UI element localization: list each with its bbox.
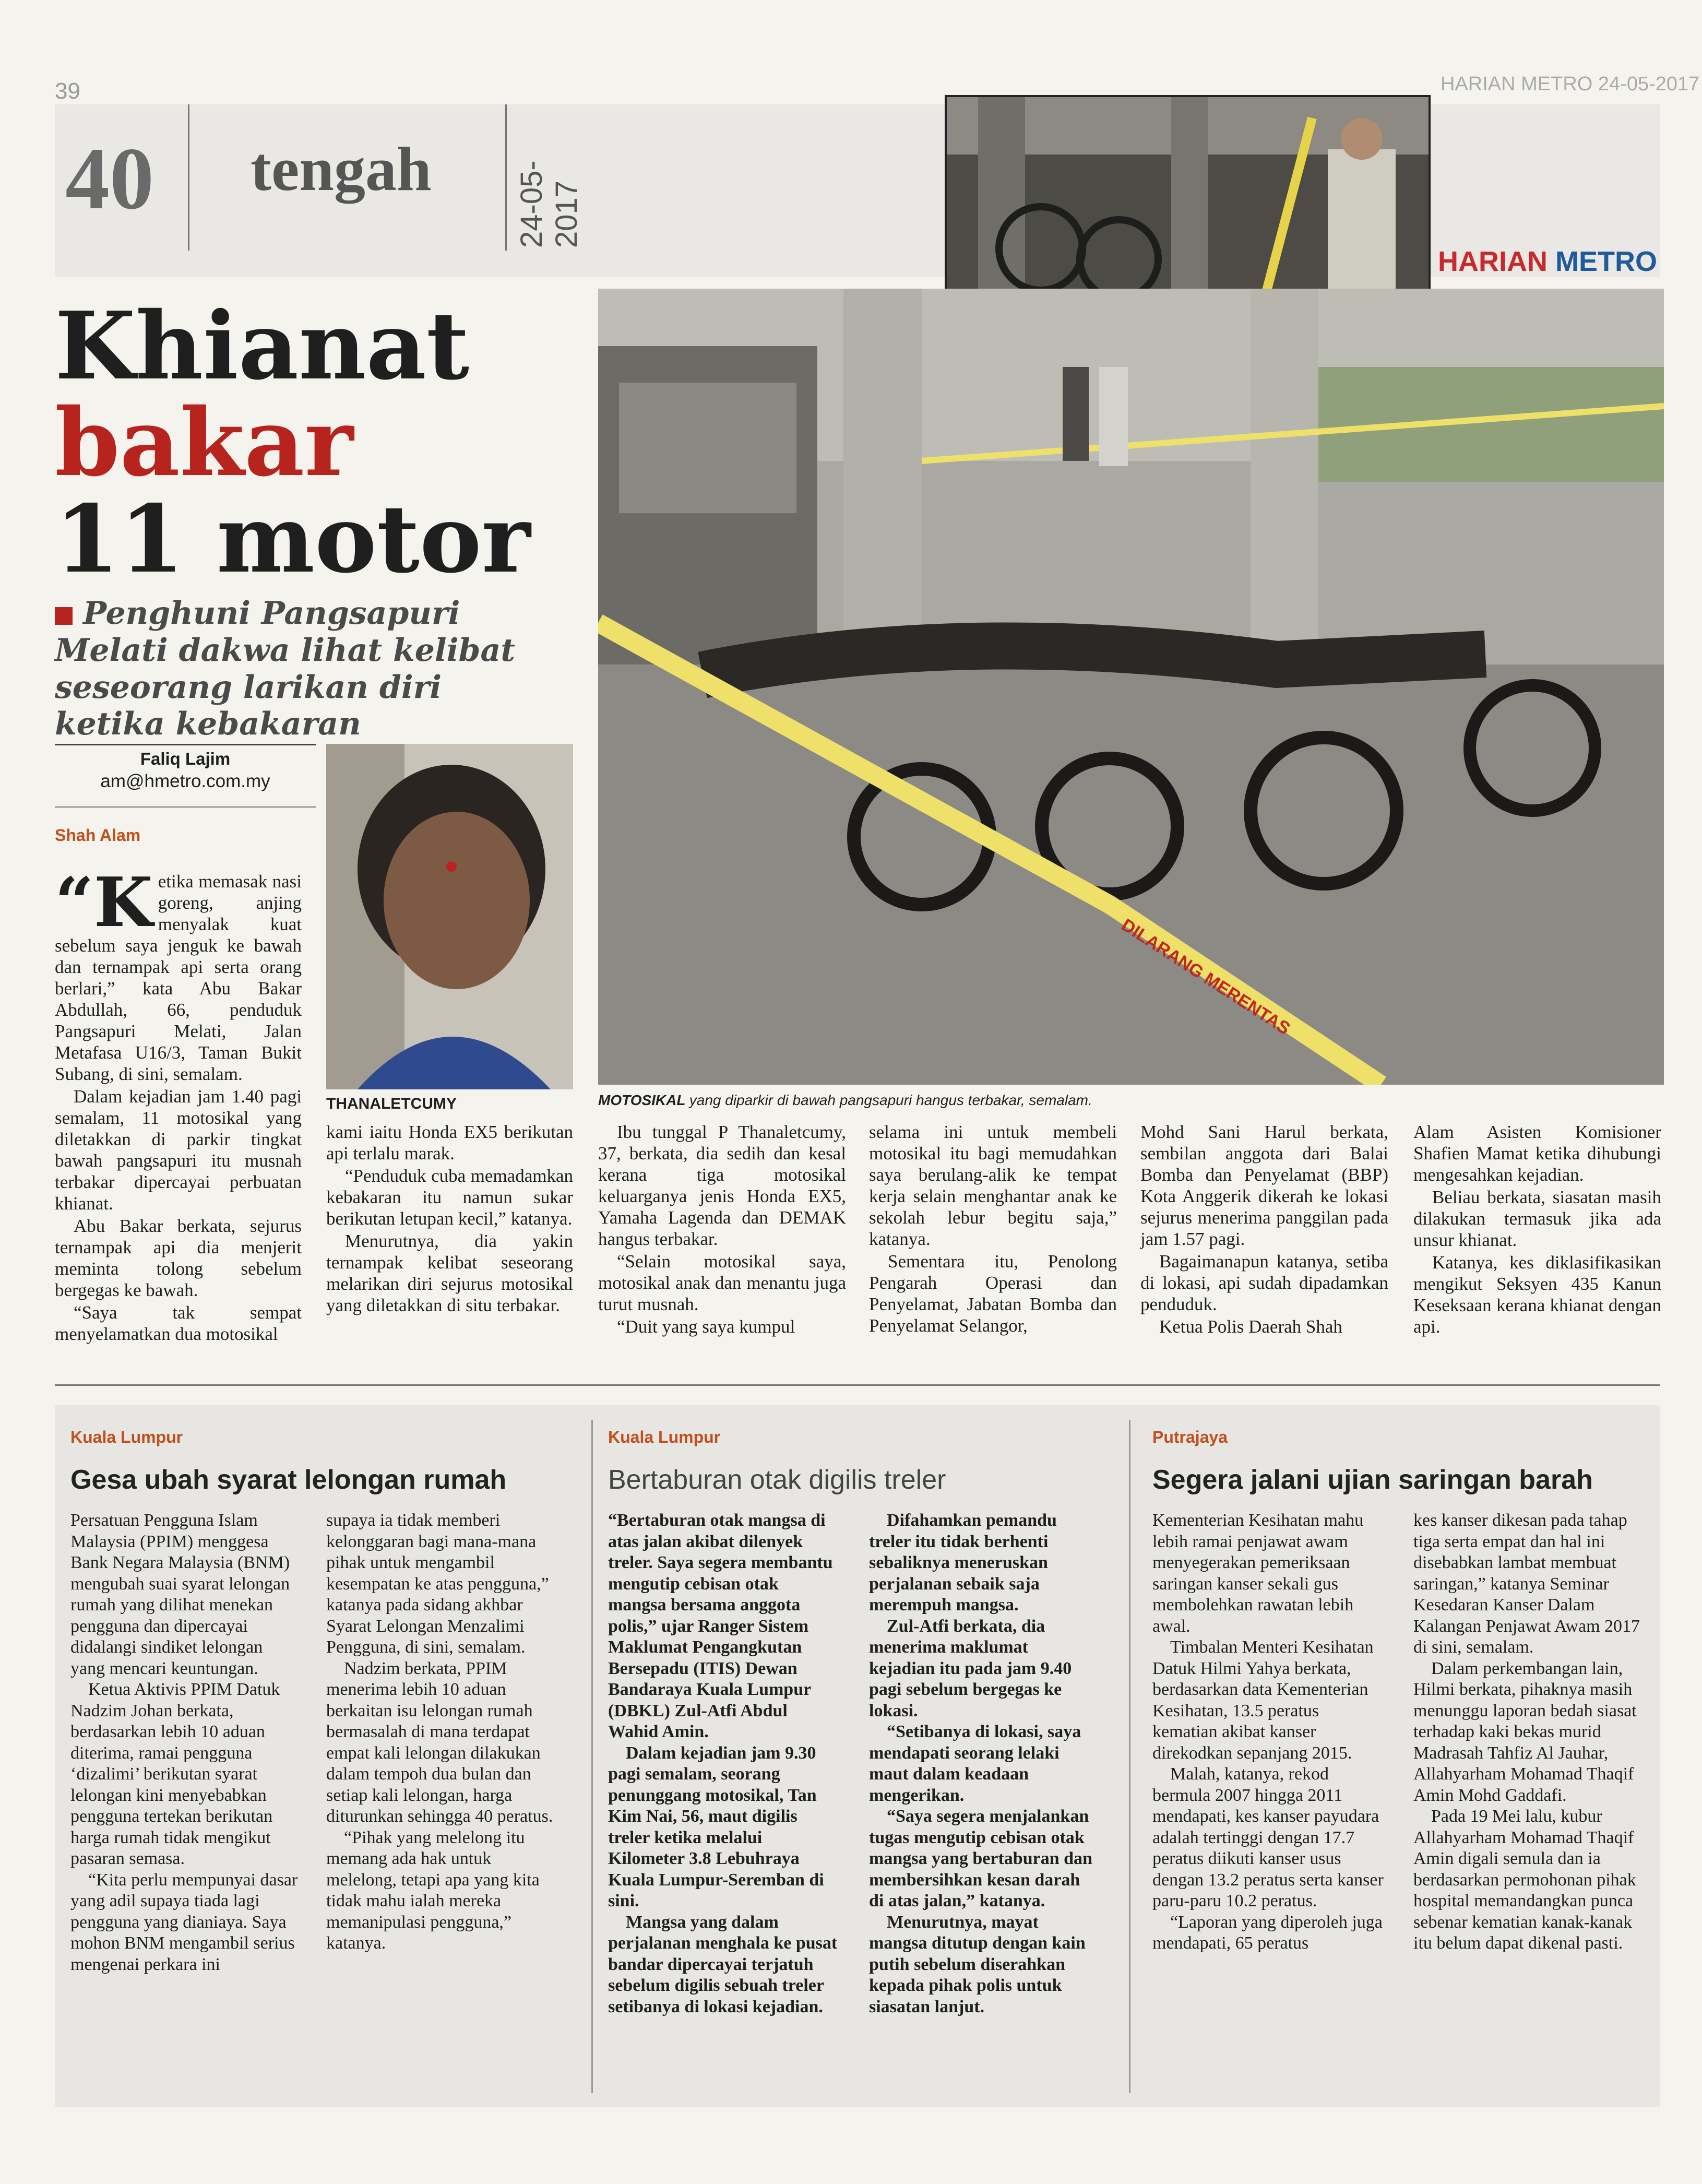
byline-rule: [55, 744, 316, 745]
paragraph: Katanya, kes diklasifikasikan mengikut Seksyen 435 Kanun Keseksaan kerana khianat dengan api.: [1413, 1252, 1661, 1337]
paragraph: etika memasak nasi goreng, anjing menyalak kuat sebelum saya jenguk ke bawah dan ternampak api serta orang berlari,” kata Abu Bakar Abdullah, 66, penduduk Pangsapuri Melati, Jalan Metafasa U16/3, Taman Bukit Subang, di sini, semalam.: [55, 871, 302, 1084]
caption-text: yang diparkir di bawah pangsapuri hangus terbakar, semalam.: [689, 1092, 1092, 1108]
column-divider: [591, 1420, 593, 2093]
main-headline: [55, 291, 531, 594]
paragraph: Bagaimanapun katanya, setiba di lokasi, api sudah dipadamkan penduduk.: [1140, 1251, 1388, 1314]
brand-part: METRO: [1555, 246, 1658, 277]
paragraph: Zul-Atfi berkata, dia menerima maklumat kejadian itu pada jam 9.40 pagi sebelum bergegas ke lokasi.: [869, 1616, 1072, 1720]
author-name: Faliq Lajim: [140, 749, 231, 768]
paragraph: Mangsa yang dalam perjalanan menghala ke pusat bandar dipercayai terjatuh sebelum digilis sebuah treler setibanya di lokasi kejadian.: [608, 1912, 838, 2016]
headline-line: 11 motor: [55, 484, 531, 594]
lead-column-4: [869, 1121, 1117, 1337]
lead-column-2: [326, 1121, 573, 1317]
author-email[interactable]: am@hmetro.com.my: [100, 771, 270, 791]
paragraph: selama ini untuk membeli motosikal itu bagi memudahkan saya berulang-alik ke tempat kerja selain menghantar anak ke sekolah lebur begitu saja,” katanya.: [869, 1122, 1117, 1249]
main-photo-art: [598, 289, 1664, 1085]
lead-column-5: [1140, 1121, 1388, 1338]
paragraph: Dalam kejadian jam 1.40 pagi semalam, 11 motosikal yang diletakkan di parkir tingkat bawah pangsapuri itu musnah terbakar dipercayai perbuatan khianat.: [55, 1086, 302, 1214]
portrait-photo: [326, 744, 573, 1089]
paragraph: Alam Asisten Komisioner Shafien Mamat ketika dihubungi mengesahkan kejadian.: [1413, 1122, 1661, 1185]
bullet-square-icon: [55, 607, 73, 625]
caption-lead: MOTOSIKAL: [598, 1092, 685, 1108]
drop-cap: “K: [55, 862, 153, 942]
paragraph: Sementara itu, Penolong Pengarah Operasi dan Penyelamat, Jabatan Bomba dan Penyelamat Selangor,: [869, 1251, 1117, 1336]
column-divider: [1129, 1420, 1130, 2093]
page-number: 40: [65, 129, 154, 228]
header-divider: [505, 104, 507, 251]
main-photo-caption: [598, 1092, 1664, 1109]
section-divider: [55, 1384, 1660, 1386]
deck-text: Penghuni Pangsapuri Melati dakwa lihat kelibat seseorang larikan diri ketika kebakaran: [55, 595, 516, 743]
byline-rule: [55, 806, 316, 808]
brand-logo: [1438, 245, 1657, 278]
paragraph: “Setibanya di lokasi, saya mendapati seorang lelaki maut dalam keadaan mengerikan.: [869, 1722, 1081, 1805]
dateline: Putrajaya: [1152, 1428, 1228, 1446]
paragraph: Persatuan Pengguna Islam Malaysia (PPIM) menggesa Bank Negara Malaysia (BNM) mengubah suai syarat lelongan rumah yang dilihat menekan pengguna dan dipercayai didalangi sindiket lelongan yang mencari keuntungan.: [70, 1511, 290, 1678]
brief-column: [1152, 1510, 1387, 1954]
paragraph: “Saya segera menjalankan tugas mengutip cebisan otak mangsa yang bertaburan dan membersihkan kesan darah di atas jalan,” katanya.: [869, 1807, 1092, 1910]
dateline: Shah Alam: [55, 826, 141, 845]
paragraph: Dalam kejadian jam 9.30 pagi semalam, seorang penunggang motosikal, Tan Kim Nai, 56, maut digilis treler ketika melalui Kilometer 3.8 Lebuhraya Kuala Lumpur-Seremban di sini.: [608, 1743, 824, 1910]
brief-column: [869, 1510, 1099, 2017]
brief-headline: Gesa ubah syarat lelongan rumah: [70, 1465, 507, 1495]
paragraph: “Pihak yang melelong itu memang ada hak untuk melelong, tetapi apa yang kita tidak mahu ialah mereka memanipulasi pengguna,” katanya.: [326, 1827, 540, 1953]
paragraph: supaya ia tidak memberi kelonggaran bagi mana-mana pihak untuk mengambil kesempatan ke atas pengguna,” katanya pada sidang akhbar Syarat Lelongan Menzalimi Pengguna, di sini, semalam.: [326, 1511, 549, 1657]
brand-part: HARIAN: [1438, 246, 1548, 277]
brief-headline: Segera jalani ujian saringan barah: [1152, 1465, 1593, 1495]
header-divider: [188, 104, 189, 251]
lead-column-1: [55, 862, 302, 1346]
paragraph: Beliau berkata, siasatan masih dilakukan termasuk jika ada unsur khianat.: [1413, 1187, 1661, 1250]
paragraph: Mohd Sani Harul berkata, sembilan anggota dari Balai Bomba dan Penyelamat (BBP) Kota Anggerik dikerah ke lokasi sejurus menerima panggilan pada jam 1.57 pagi.: [1140, 1122, 1388, 1249]
paragraph: Timbalan Menteri Kesihatan Datuk Hilmi Yahya berkata, berdasarkan data Kementerian Kesihatan, 13.5 peratus kematian akibat kanser direkodkan sepanjang 2015.: [1152, 1637, 1374, 1763]
byline: [55, 749, 316, 792]
paragraph: “Selain motosikal saya, motosikal anak dan menantu juga turut musnah.: [598, 1251, 846, 1314]
brief-column: [70, 1510, 300, 1975]
headline-line: bakar: [55, 388, 354, 497]
paragraph: “Duit yang saya kumpul: [617, 1316, 795, 1337]
brief-headline: Bertaburan otak digilis treler: [608, 1465, 946, 1495]
brief-column: [326, 1510, 556, 1954]
brief-column: [608, 1510, 838, 2017]
dateline: Kuala Lumpur: [608, 1428, 721, 1446]
paragraph: Ibu tunggal P Thanaletcumy, 37, berkata, dia sedih dan kesal kerana tiga motosikal keluarganya jenis Honda EX5, Yamaha Lagenda dan DEMAK hangus terbakar.: [598, 1122, 846, 1249]
main-photo: [598, 289, 1664, 1085]
dateline: Kuala Lumpur: [70, 1428, 183, 1446]
paragraph: Nadzim berkata, PPIM menerima lebih 10 aduan berkaitan isu lelongan rumah bermasalah di mana terdapat empat kali lelongan dilakukan dalam tempoh dua bulan dan setiap kali lelongan, harga diturunkan sehingga 40 peratus.: [326, 1658, 553, 1826]
paragraph: kes kanser dikesan pada tahap tiga serta empat dan hal ini disebabkan lambat membuat saringan,” katanya Seminar Kesedaran Kanser Dalam Kalangan Penjawat Awam 2017 di sini, semalam.: [1413, 1511, 1640, 1657]
paragraph: Difahamkan pemandu treler itu tidak berhenti sebaliknya meneruskan perjalanan sebaik saja merempuh mangsa.: [869, 1511, 1057, 1615]
tape-label: DILARANG MERENTAS: [1117, 915, 1294, 1039]
paragraph: Abu Bakar berkata, sejurus ternampak api dia menjerit meminta tolong sebelum bergegas ke bawah.: [55, 1216, 302, 1300]
issue-date: 24-05-2017: [515, 160, 584, 248]
paragraph: “Laporan yang diperoleh juga mendapati, 65 peratus: [1152, 1912, 1383, 1953]
portrait-art: [326, 744, 573, 1089]
headline-line: Khianat: [55, 291, 470, 400]
paragraph: Ketua Polis Daerah Shah: [1159, 1316, 1342, 1337]
paragraph: kami iaitu Honda EX5 berikutan api terlalu marak.: [326, 1122, 573, 1164]
paragraph: Dalam perkembangan lain, Hilmi berkata, pihaknya masih menunggu laporan bedah siasat terhadap kaki bekas murid Madrasah Tahfiz Al Jauhar, Allahyarham Mohamad Thaqif Amin Mohd Gaddafi.: [1413, 1658, 1637, 1805]
paragraph: Pada 19 Mei lalu, kubur Allahyarham Mohamad Thaqif Amin digali semula dan ia berdasarkan permohonan pihak hospital memandangkan punca sebenar kematian kanak-kanak itu belum dapat dikenal pasti.: [1413, 1807, 1636, 1953]
brief-column: [1413, 1510, 1648, 1954]
folio-left: 39: [55, 78, 80, 104]
portrait-credit: THANALETCUMY: [326, 1095, 457, 1112]
section-name: tengah: [251, 134, 432, 204]
paragraph: Ketua Aktivis PPIM Datuk Nadzim Johan berkata, berdasarkan lebih 10 aduan diterima, ramai pengguna ‘dizalimi’ berikutan syarat lelongan kini menyebabkan pengguna tertekan berikutan harga rumah tidak mengikut pasaran semasa.: [70, 1680, 280, 1868]
folio-right: HARIAN METRO 24-05-2017: [1441, 73, 1700, 95]
paragraph: “Penduduk cuba memadamkan kebakaran itu namun sukar berikutan letupan kecil,” katanya.: [326, 1166, 573, 1229]
paragraph: “Bertaburan otak mangsa di atas jalan akibat dilenyek treler. Saya segera membantu mengutip cebisan otak mangsa bersama anggota polis,” ujar Ranger Sistem Maklumat Pengangkutan Bersepadu (ITIS) Dewan Bandaraya Kuala Lumpur (DBKL) Zul-Atfi Abdul Wahid Amin.: [608, 1511, 833, 1741]
paragraph: Menurutnya, dia yakin ternampak kelibat seseorang melarikan diri sejurus motosikal yang diletakkan di situ terbakar.: [326, 1231, 573, 1315]
lead-column-6: [1413, 1121, 1661, 1338]
paragraph: Menurutnya, mayat mangsa ditutup dengan kain putih sebelum diserahkan kepada pihak polis untuk siasatan lanjut.: [869, 1912, 1086, 2016]
paragraph: “Saya tak sempat menyelamatkan dua motosikal: [55, 1302, 302, 1344]
paragraph: “Kita perlu mempunyai dasar yang adil supaya tiada lagi pengguna yang dianiaya. Saya mohon BNM mengambil serius mengenai perkara ini: [70, 1870, 298, 1974]
paragraph: Kementerian Kesihatan mahu lebih ramai penjawat awam menyegerakan pemeriksaan saringan kanser sekali gus membolehkan rawatan lebih awal.: [1152, 1511, 1364, 1636]
deck: [55, 595, 545, 743]
paragraph: Malah, katanya, rekod bermula 2007 hingga 2011 mendapati, kes kanser payudara adalah tertinggi dengan 17.7 peratus diikuti kanser usus dengan 13.2 peratus serta kanser paru-paru 10.2 peratus.: [1152, 1764, 1384, 1910]
lead-column-3: [598, 1121, 846, 1338]
